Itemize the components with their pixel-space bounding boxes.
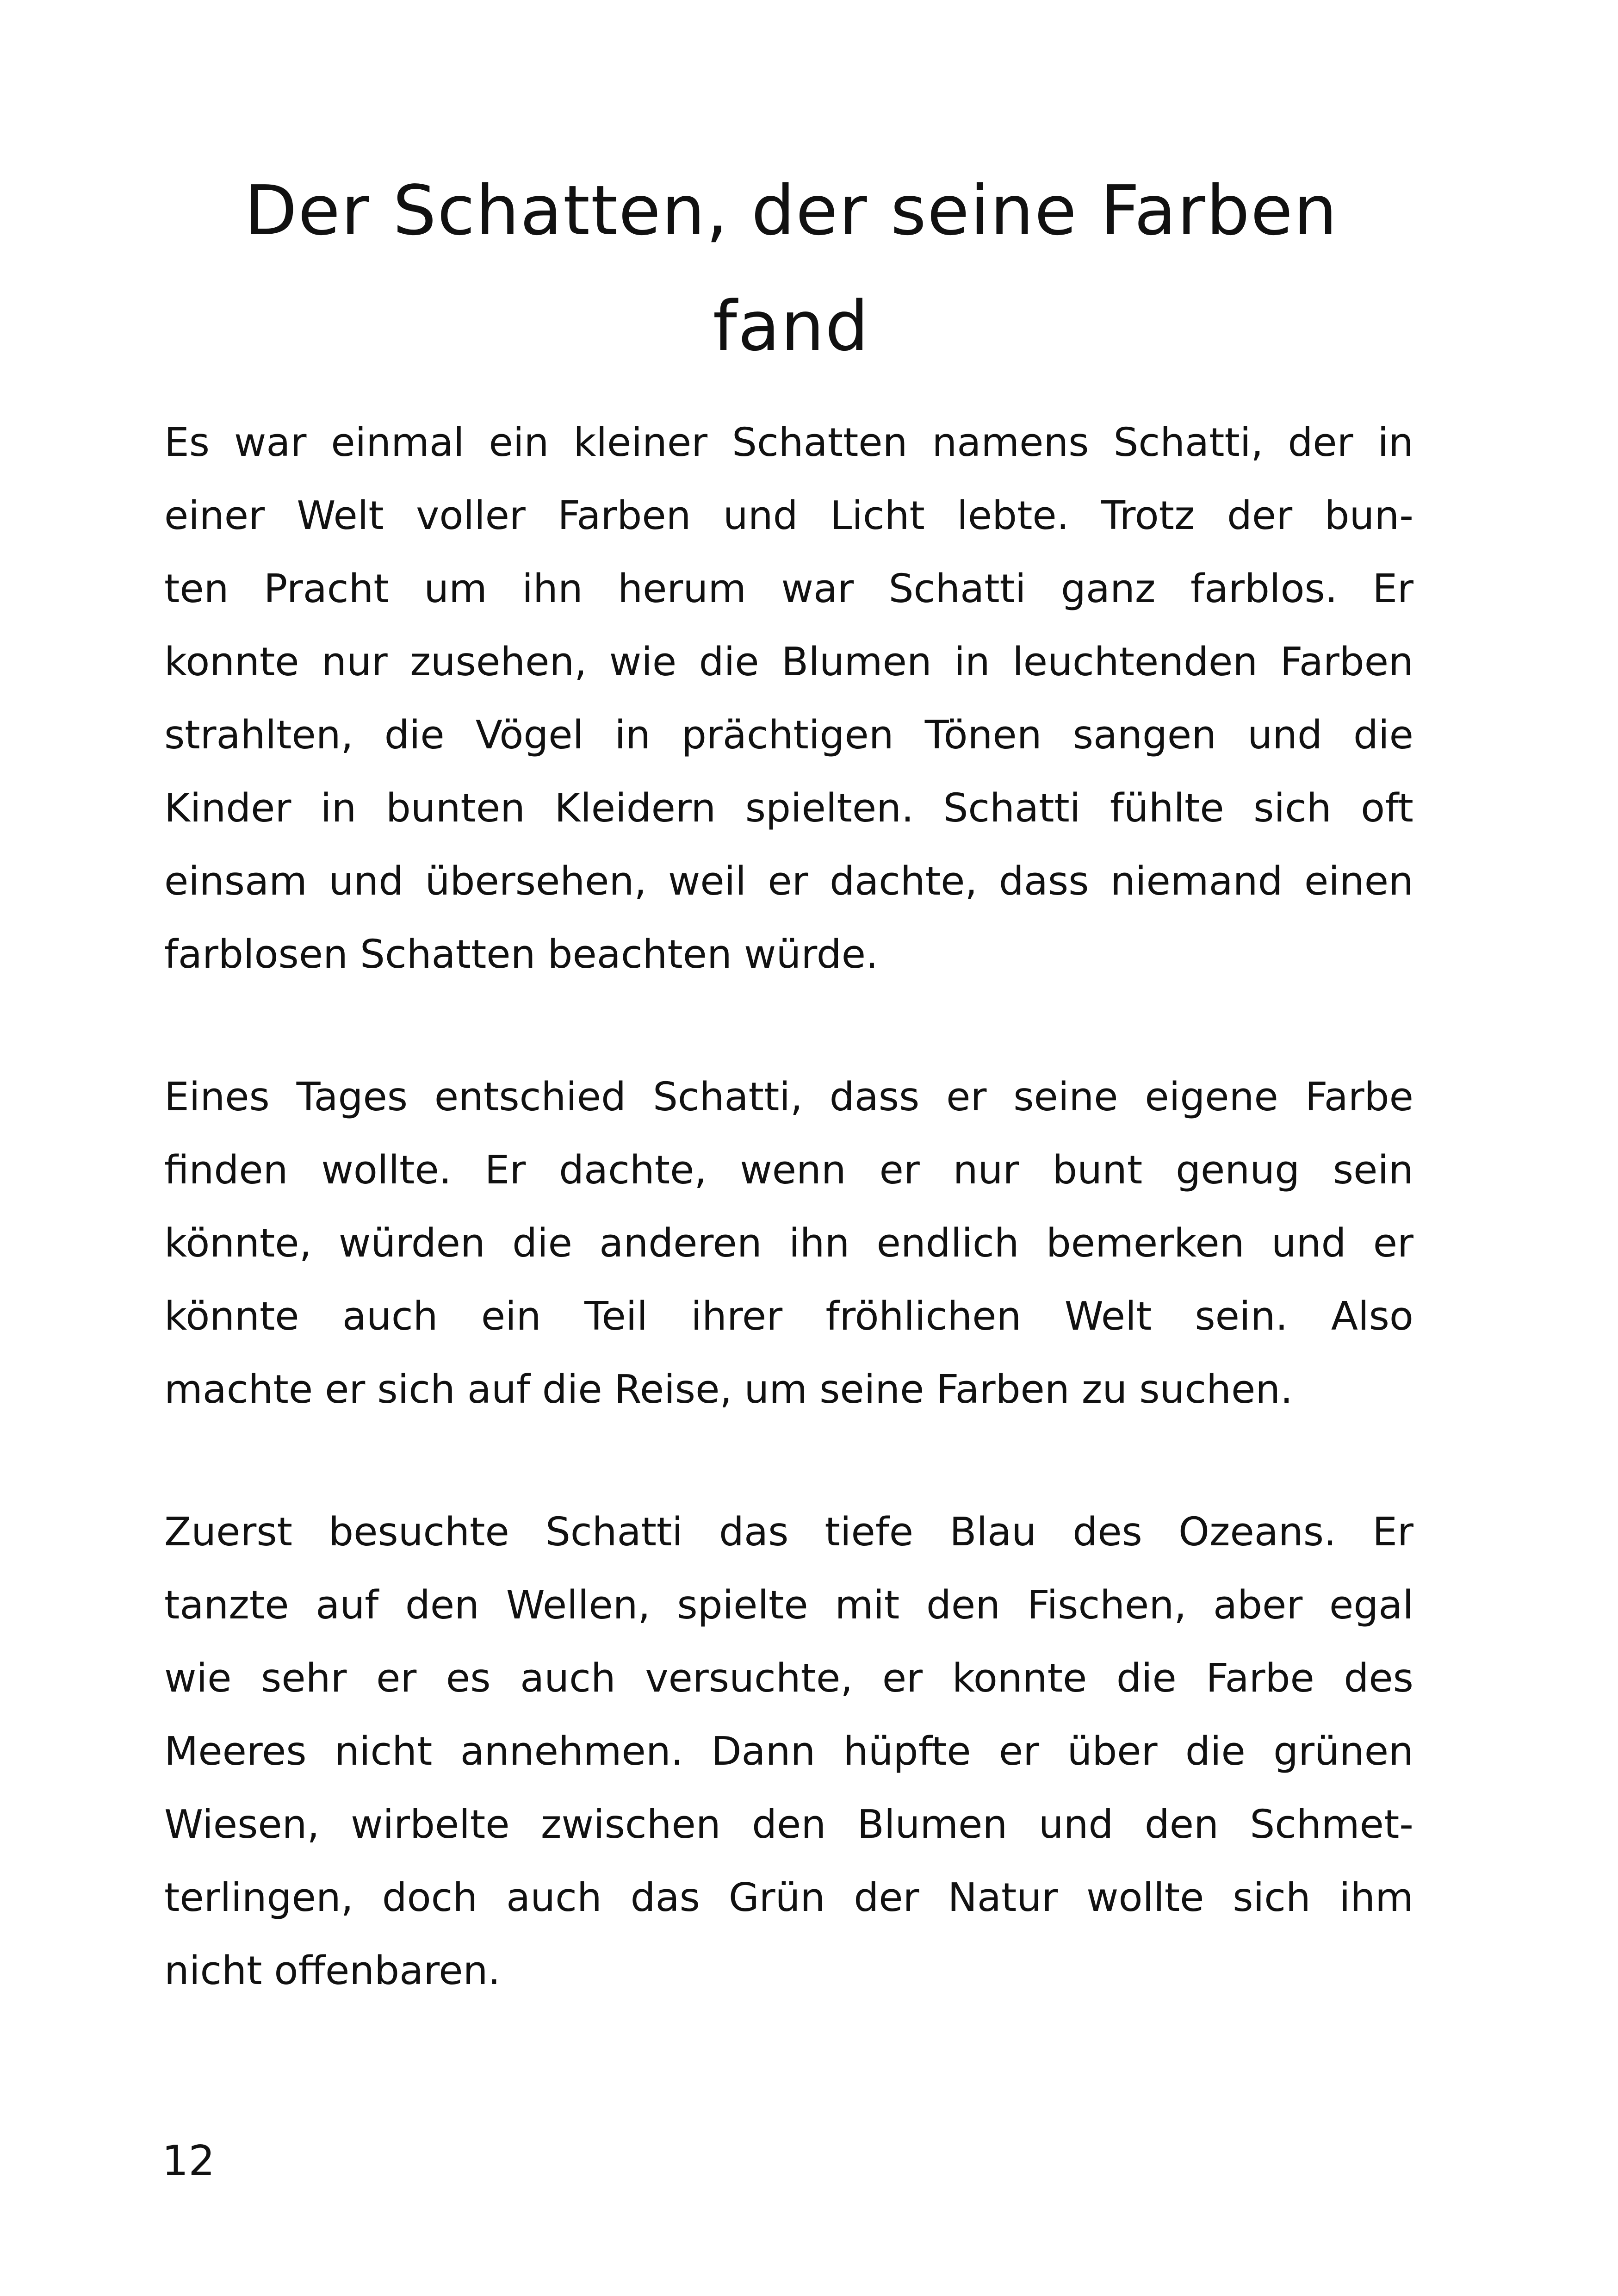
word: ein: [489, 420, 549, 466]
word: um: [744, 1367, 808, 1412]
word: Zuerst: [164, 1509, 292, 1555]
paragraph: [164, 1496, 1413, 2008]
word: er: [768, 859, 808, 904]
word: den: [1144, 1802, 1219, 1848]
word: annehmen.: [460, 1729, 683, 1774]
text-line: [164, 1134, 1413, 1207]
word: Welt: [297, 493, 384, 539]
word: offenbaren.: [274, 1948, 501, 1994]
word: die: [1185, 1729, 1246, 1774]
word: Meeres: [164, 1729, 307, 1774]
text-line: [164, 918, 1413, 991]
text-line: [164, 1061, 1413, 1134]
word: fühlte: [1110, 785, 1224, 831]
text-line: [164, 845, 1413, 918]
word: die: [699, 639, 759, 685]
word: Kleidern: [554, 785, 716, 831]
word: Licht: [830, 493, 925, 539]
word: wollte: [1086, 1875, 1204, 1921]
word: besuchte: [329, 1509, 509, 1555]
word: in: [1377, 420, 1413, 466]
word: hüpfte: [843, 1729, 971, 1774]
word: nicht: [334, 1729, 433, 1774]
title-line: Der Schatten, der seine Farben: [244, 171, 1338, 250]
word: versuchte,: [645, 1655, 853, 1701]
text-line: [164, 1715, 1413, 1788]
paragraph: [164, 1061, 1413, 1426]
word: nur: [953, 1147, 1019, 1193]
word: tiefe: [824, 1509, 914, 1555]
word: bemerken: [1046, 1220, 1245, 1266]
text-line: [164, 1861, 1413, 1935]
word: dass: [998, 859, 1089, 904]
word: Schatti,: [652, 1074, 803, 1120]
word: Er: [484, 1147, 526, 1193]
word: und: [329, 859, 404, 904]
word: war: [781, 566, 854, 612]
word: Wiesen,: [164, 1802, 320, 1848]
word: dachte,: [830, 859, 978, 904]
word: Schatti,: [1113, 420, 1264, 466]
word: sein.: [1195, 1294, 1288, 1339]
text-line: [164, 553, 1413, 626]
word: nicht: [164, 1948, 262, 1994]
word: ten: [164, 566, 229, 612]
word: Blumen: [781, 639, 932, 685]
word: Farben: [1280, 639, 1413, 685]
word: zusehen,: [410, 639, 587, 685]
word: konnte: [164, 639, 299, 685]
word: terlingen,: [164, 1875, 353, 1921]
word: wirbelte: [350, 1802, 510, 1848]
word: wie: [164, 1655, 232, 1701]
word: mit: [835, 1582, 900, 1628]
word: einer: [164, 493, 265, 539]
word: der: [854, 1875, 919, 1921]
word: auf: [316, 1582, 379, 1628]
text-line: [164, 772, 1413, 845]
word: das: [630, 1875, 700, 1921]
word: bun-: [1324, 493, 1413, 539]
word: Schatti: [888, 566, 1026, 612]
word: auch: [342, 1294, 438, 1339]
word: Schmet-: [1250, 1802, 1413, 1848]
word: Also: [1331, 1294, 1413, 1339]
word: ein: [481, 1294, 541, 1339]
text-line: [164, 1935, 1413, 2008]
word: über: [1067, 1729, 1158, 1774]
word: um: [424, 566, 487, 612]
word: Dann: [711, 1729, 816, 1774]
word: einen: [1304, 859, 1413, 904]
word: Farben: [936, 1367, 1070, 1412]
word: Grün: [728, 1875, 825, 1921]
word: Er: [1372, 1509, 1413, 1555]
word: in: [954, 639, 990, 685]
word: seine: [1013, 1074, 1118, 1120]
text-line: [164, 479, 1413, 553]
word: er: [879, 1147, 920, 1193]
word: Er: [1372, 566, 1413, 612]
word: herum: [618, 566, 747, 612]
title-line: fand: [713, 286, 870, 366]
word: farblos.: [1190, 566, 1338, 612]
page-number: 12: [162, 2137, 215, 2185]
word: spielte: [677, 1582, 808, 1628]
word: strahlten,: [164, 712, 353, 758]
word: sich: [377, 1367, 455, 1412]
word: die: [1353, 712, 1413, 758]
word: dachte,: [559, 1147, 707, 1193]
word: einmal: [331, 420, 465, 466]
word: suchen.: [1139, 1367, 1293, 1412]
word: den: [752, 1802, 826, 1848]
word: ihn: [522, 566, 583, 612]
word: nur: [322, 639, 388, 685]
word: auch: [506, 1875, 602, 1921]
word: könnte,: [164, 1220, 312, 1266]
word: Schatten: [732, 420, 908, 466]
word: Welt: [1064, 1294, 1152, 1339]
word: bunten: [385, 785, 526, 831]
text-line: [164, 1496, 1413, 1569]
word: des: [1072, 1509, 1142, 1555]
word: es: [446, 1655, 491, 1701]
word: voller: [416, 493, 526, 539]
word: leuchtenden: [1012, 639, 1258, 685]
word: er: [882, 1655, 923, 1701]
word: Blumen: [857, 1802, 1008, 1848]
word: ganz: [1060, 566, 1156, 612]
story-title: [167, 153, 1416, 384]
word: Reise,: [614, 1367, 732, 1412]
word: tanzte: [164, 1582, 289, 1628]
word: sich: [1233, 1875, 1311, 1921]
word: Farben: [558, 493, 691, 539]
word: übersehen,: [425, 859, 647, 904]
word: anderen: [599, 1220, 762, 1266]
word: kleiner: [573, 420, 708, 466]
word: Schatten: [360, 932, 536, 977]
word: beachten: [547, 932, 732, 977]
word: der: [1227, 493, 1293, 539]
word: endlich: [876, 1220, 1019, 1266]
word: spielten.: [745, 785, 914, 831]
word: auf: [467, 1367, 530, 1412]
word: wollte.: [321, 1147, 452, 1193]
word: Ozeans.: [1178, 1509, 1337, 1555]
word: namens: [932, 420, 1089, 466]
paragraph: [164, 406, 1413, 991]
word: sein: [1333, 1147, 1413, 1193]
word: ihn: [788, 1220, 850, 1266]
word: oft: [1361, 785, 1413, 831]
word: genug: [1176, 1147, 1300, 1193]
text-line: [164, 1280, 1413, 1353]
word: den: [405, 1582, 480, 1628]
word: die: [384, 712, 445, 758]
word: einsam: [164, 859, 307, 904]
word: farblosen: [164, 932, 348, 977]
text-line: [164, 1642, 1413, 1715]
word: des: [1344, 1655, 1413, 1701]
word: fröhlichen: [825, 1294, 1022, 1339]
word: Pracht: [263, 566, 389, 612]
word: in: [614, 712, 651, 758]
word: prächtigen: [681, 712, 894, 758]
word: und: [1247, 712, 1322, 758]
word: und: [1271, 1220, 1346, 1266]
word: lebte.: [957, 493, 1069, 539]
story-body: [164, 406, 1413, 2077]
word: in: [320, 785, 357, 831]
word: die: [542, 1367, 602, 1412]
word: entschied: [434, 1074, 626, 1120]
word: würden: [338, 1220, 485, 1266]
word: Wellen,: [506, 1582, 651, 1628]
word: war: [234, 420, 307, 466]
word: Schatti: [545, 1509, 683, 1555]
word: bunt: [1052, 1147, 1143, 1193]
word: er: [998, 1729, 1040, 1774]
word: sehr: [261, 1655, 347, 1701]
word: zu: [1081, 1367, 1128, 1412]
word: finden: [164, 1147, 288, 1193]
word: würde.: [744, 932, 879, 977]
word: ihm: [1339, 1875, 1413, 1921]
word: eigene: [1145, 1074, 1278, 1120]
word: und: [723, 493, 798, 539]
word: Fischen,: [1027, 1582, 1187, 1628]
word: Teil: [584, 1294, 648, 1339]
word: seine: [819, 1367, 924, 1412]
word: konnte: [952, 1655, 1087, 1701]
word: den: [926, 1582, 1001, 1628]
word: wenn: [740, 1147, 846, 1193]
word: sangen: [1072, 712, 1217, 758]
word: Natur: [948, 1875, 1058, 1921]
word: machte: [164, 1367, 313, 1412]
word: das: [719, 1509, 789, 1555]
word: aber: [1213, 1582, 1303, 1628]
text-line: [164, 1353, 1413, 1426]
word: sich: [1253, 785, 1332, 831]
word: niemand: [1110, 859, 1283, 904]
word: dass: [829, 1074, 920, 1120]
word: und: [1038, 1802, 1114, 1848]
word: könnte: [164, 1294, 299, 1339]
word: Blau: [949, 1509, 1037, 1555]
text-line: [164, 626, 1413, 699]
word: doch: [382, 1875, 478, 1921]
word: Eines: [164, 1074, 270, 1120]
word: zwischen: [540, 1802, 721, 1848]
text-line: [164, 1569, 1413, 1642]
word: er: [376, 1655, 417, 1701]
word: er: [1373, 1220, 1413, 1266]
word: Es: [164, 420, 210, 466]
word: Farbe: [1305, 1074, 1413, 1120]
word: Farbe: [1206, 1655, 1314, 1701]
word: er: [946, 1074, 987, 1120]
word: Tönen: [924, 712, 1042, 758]
word: Trotz: [1101, 493, 1195, 539]
word: egal: [1329, 1582, 1413, 1628]
text-line: [164, 1207, 1413, 1280]
word: ihrer: [691, 1294, 783, 1339]
word: die: [512, 1220, 572, 1266]
word: auch: [520, 1655, 616, 1701]
word: Vögel: [475, 712, 584, 758]
word: der: [1288, 420, 1353, 466]
word: weil: [668, 859, 746, 904]
word: die: [1116, 1655, 1177, 1701]
text-line: [164, 699, 1413, 772]
word: Kinder: [164, 785, 291, 831]
text-line: [164, 406, 1413, 479]
word: Schatti: [943, 785, 1081, 831]
word: er: [325, 1367, 366, 1412]
word: wie: [609, 639, 677, 685]
word: grünen: [1273, 1729, 1413, 1774]
text-line: [164, 1788, 1413, 1861]
word: Tages: [296, 1074, 408, 1120]
